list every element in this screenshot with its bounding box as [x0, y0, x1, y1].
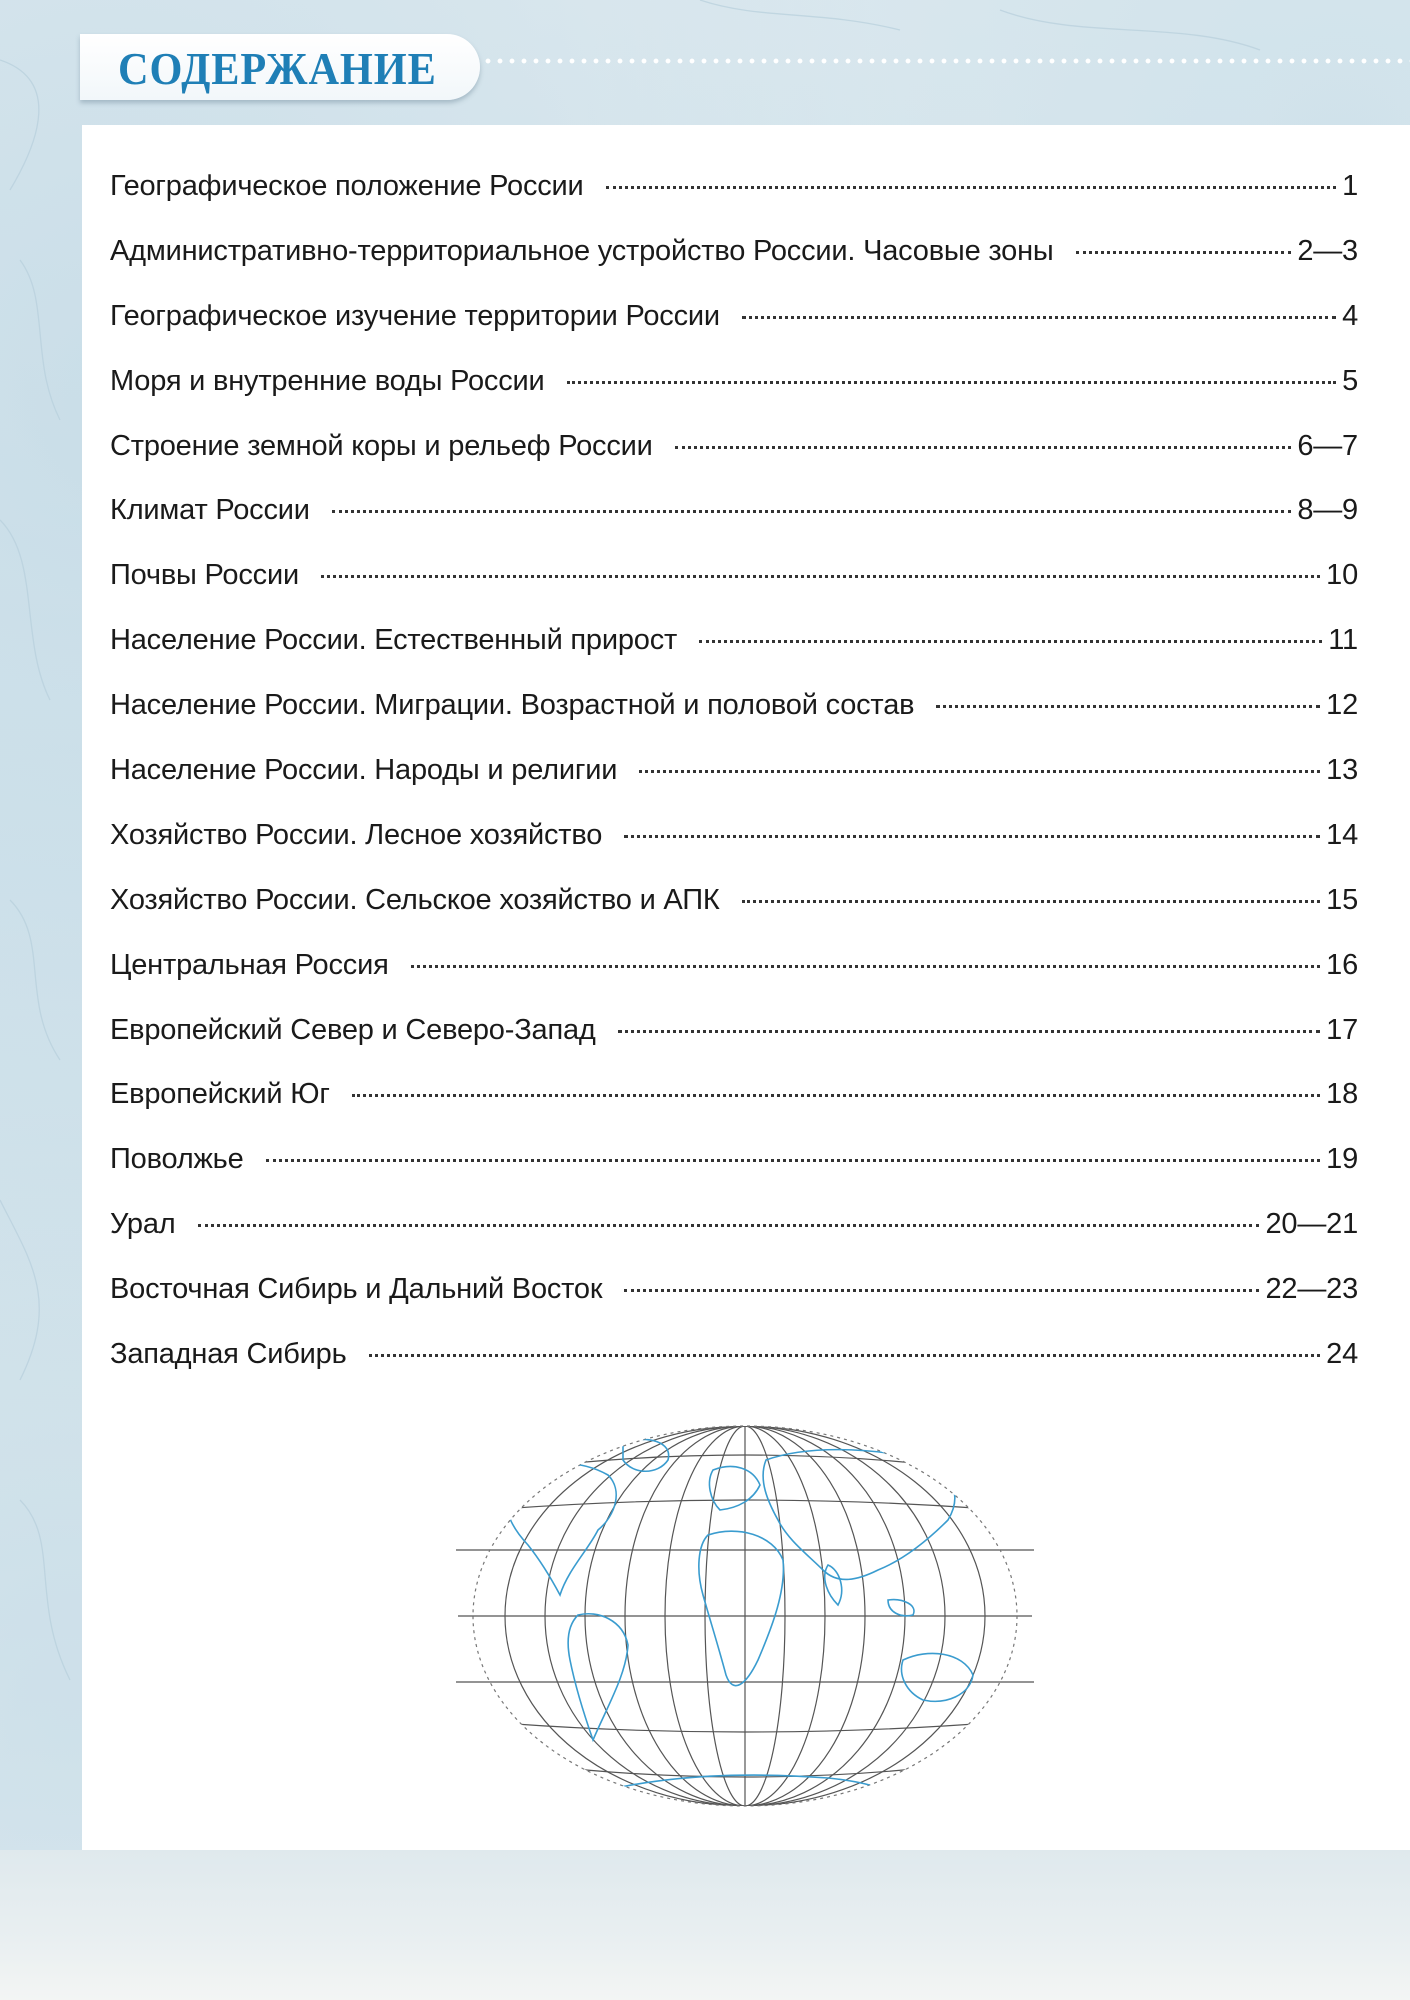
toc-entry[interactable] — [110, 689, 1358, 754]
toc-entry-page: 2—3 — [1297, 234, 1358, 267]
page-title: СОДЕРЖАНИЕ — [118, 43, 437, 94]
toc-entry-title: Население России. Миграции. Возрастной и половой состав — [110, 689, 915, 722]
toc-entry-title: Европейский Юг — [110, 1078, 330, 1111]
toc-leader-dots — [369, 1353, 1321, 1357]
toc-entry-title: Население России. Народы и религии — [110, 754, 618, 787]
toc-entry-page: 4 — [1342, 299, 1358, 332]
toc-entry-page: 24 — [1326, 1338, 1358, 1371]
toc-entry[interactable] — [110, 365, 1358, 430]
toc-entry[interactable] — [110, 430, 1358, 495]
toc-leader-dots — [618, 1029, 1321, 1033]
toc-entry[interactable] — [110, 1014, 1358, 1079]
toc-entry-page: 17 — [1326, 1013, 1358, 1046]
toc-entry-page: 19 — [1326, 1143, 1358, 1176]
toc-entry-title: Западная Сибирь — [110, 1338, 347, 1371]
toc-entry[interactable] — [110, 754, 1358, 819]
toc-leader-dots — [321, 574, 1320, 578]
toc-entry-page: 10 — [1326, 559, 1358, 592]
toc-leader-dots — [624, 834, 1320, 838]
toc-entry-page: 11 — [1328, 624, 1358, 657]
toc-entry-page: 15 — [1326, 883, 1358, 916]
toc-entry-page: 18 — [1326, 1078, 1358, 1111]
toc-entry[interactable] — [110, 884, 1358, 949]
toc-entry-page: 12 — [1326, 689, 1358, 722]
toc-leader-dots — [742, 899, 1321, 903]
toc-entry-title: Географическое положение России — [110, 170, 584, 202]
toc-entry-page: 14 — [1326, 818, 1358, 851]
toc-entry-title: Географическое изучение территории России — [110, 299, 720, 332]
toc-leader-dots — [567, 380, 1337, 384]
toc-entry[interactable] — [110, 949, 1358, 1014]
toc-entry-title: Европейский Север и Северо-Запад — [110, 1013, 596, 1046]
toc-leader-dots — [624, 1288, 1259, 1292]
toc-entry-title: Почвы России — [110, 559, 299, 592]
toc-leader-dots — [699, 639, 1322, 643]
toc-entry[interactable] — [110, 1338, 1358, 1403]
world-map-icon — [448, 1420, 1042, 1812]
toc-entry-title: Население России. Естественный прирост — [110, 624, 678, 657]
toc-leader-dots — [1076, 250, 1292, 254]
toc-leader-dots — [411, 964, 1321, 968]
toc-entry-title: Поволжье — [110, 1143, 244, 1176]
toc-entry-title: Восточная Сибирь и Дальний Восток — [110, 1273, 603, 1306]
toc-entry-page: 5 — [1342, 364, 1358, 397]
toc-entry[interactable] — [110, 170, 1358, 235]
toc-entry-title: Моря и внутренние воды России — [110, 364, 545, 397]
toc-entry-title: Хозяйство России. Лесное хозяйство — [110, 818, 603, 851]
toc-leader-dots — [606, 185, 1337, 189]
toc-leader-dots — [742, 315, 1336, 319]
toc-entry[interactable] — [110, 235, 1358, 300]
toc-entry-title: Центральная Россия — [110, 948, 389, 981]
toc-leader-dots — [936, 704, 1320, 708]
toc-leader-dots — [266, 1158, 1321, 1162]
continents — [506, 1439, 973, 1812]
toc-entry[interactable] — [110, 624, 1358, 689]
toc-entry-title: Урал — [110, 1208, 176, 1241]
toc-entry[interactable] — [110, 1143, 1358, 1208]
toc-leader-dots — [332, 509, 1292, 513]
toc-entry[interactable] — [110, 1273, 1358, 1338]
toc-entry[interactable] — [110, 1078, 1358, 1143]
toc-leader-dots — [198, 1223, 1260, 1227]
toc-entry[interactable] — [110, 494, 1358, 559]
toc-entry-page: 8—9 — [1297, 494, 1358, 527]
toc-entry-page: 20—21 — [1265, 1208, 1358, 1241]
toc-leader-dots — [675, 445, 1292, 449]
toc-entry-title: Строение земной коры и рельеф России — [110, 429, 653, 462]
toc-entry[interactable] — [110, 1208, 1358, 1273]
toc-entry[interactable] — [110, 819, 1358, 884]
toc-entry-page: 1 — [1342, 170, 1358, 202]
toc-leader-dots — [639, 769, 1320, 773]
toc-entry-page: 22—23 — [1265, 1273, 1358, 1306]
toc-entry-title: Административно-территориальное устройство России. Часовые зоны — [110, 234, 1054, 267]
toc-entry[interactable] — [110, 300, 1358, 365]
toc-entry-page: 6—7 — [1297, 429, 1358, 462]
toc-entry-title: Хозяйство России. Сельское хозяйство и АПК — [110, 883, 720, 916]
globe-graticule — [456, 1420, 1034, 1812]
toc-entry-title: Климат России — [110, 494, 310, 527]
toc-leader-dots — [352, 1093, 1320, 1097]
toc-entry-page: 16 — [1326, 948, 1358, 981]
toc-entry[interactable] — [110, 559, 1358, 624]
table-of-contents — [110, 170, 1358, 1403]
toc-entry-page: 13 — [1326, 754, 1358, 787]
footer-band — [0, 1850, 1410, 2000]
header-dotted-line — [470, 57, 1410, 65]
